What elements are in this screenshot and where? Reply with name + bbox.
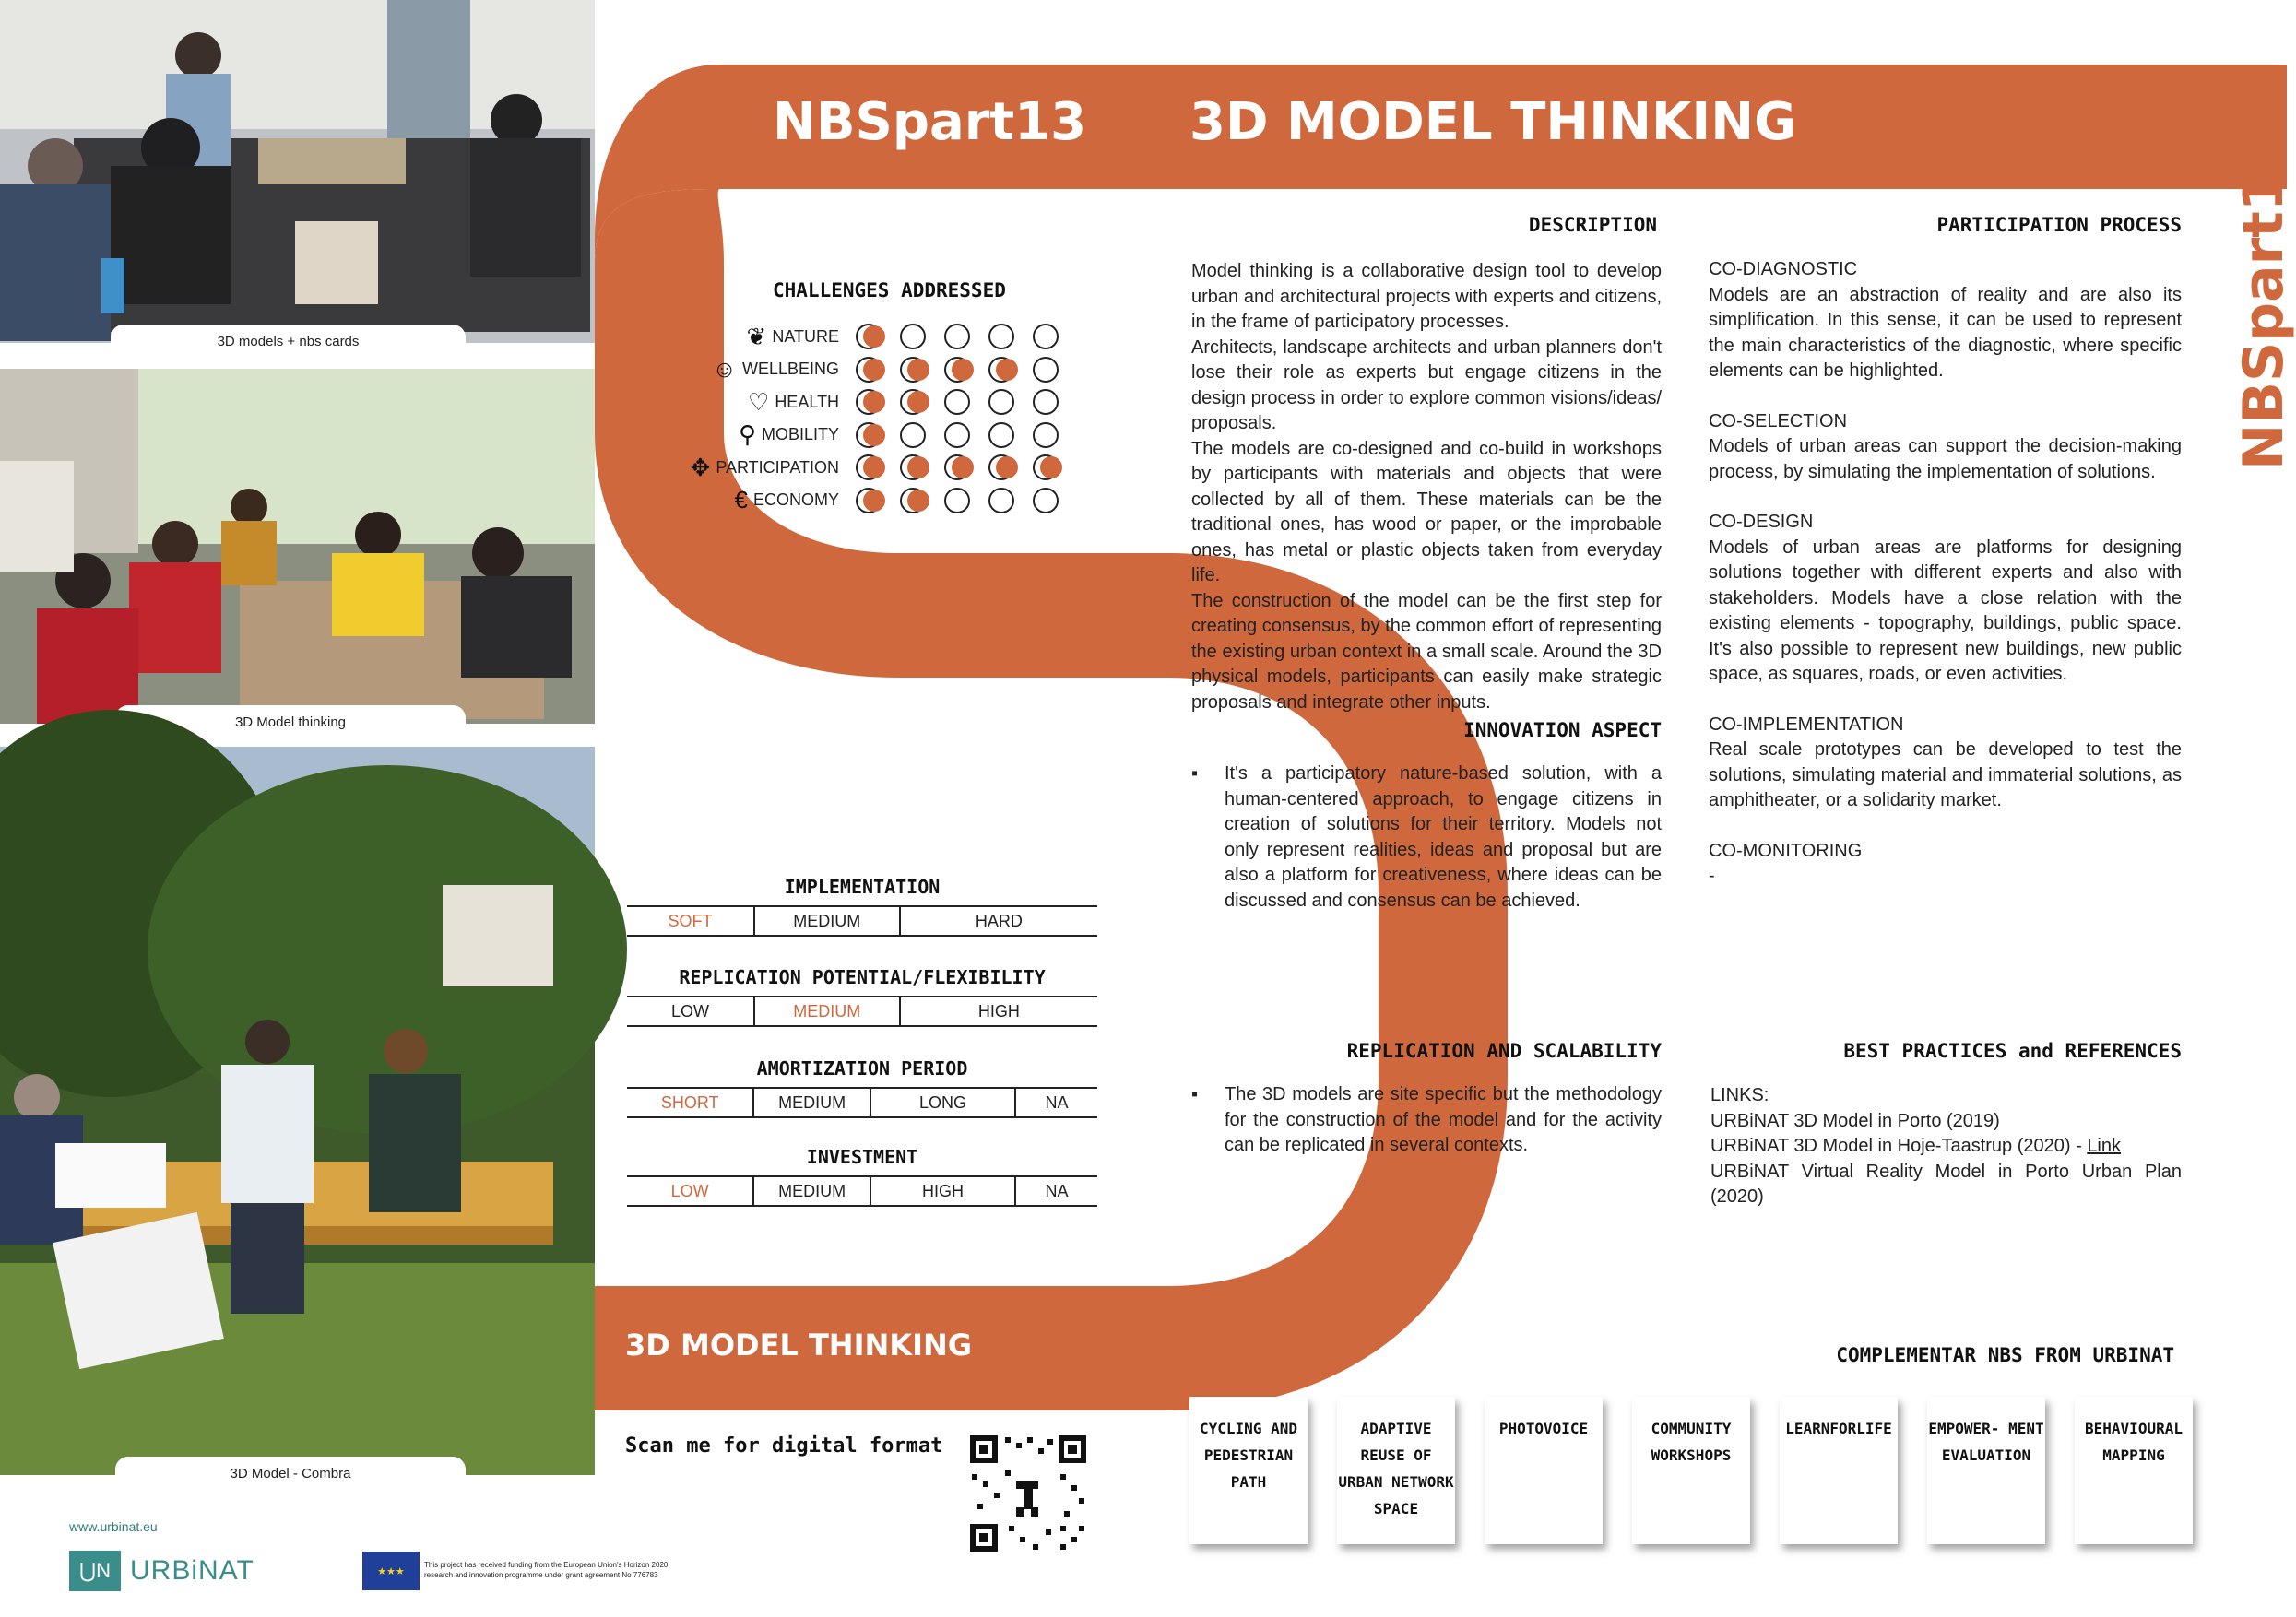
photo-caption: 3D models + nbs cards (111, 325, 466, 358)
side-code-title: NBSpart13 (2231, 134, 2296, 470)
participation-item-title: CO-IMPLEMENTATION (1709, 714, 1904, 735)
challenge-row (735, 487, 839, 514)
best-practices-heading: BEST PRACTICES and REFERENCES (1843, 1040, 2182, 1062)
scale-table-replication (627, 996, 1097, 1027)
reference-line: URBiNAT 3D Model in Porto (2019) (1710, 1110, 2000, 1131)
urbinat-logo-mark: ⋃N (69, 1551, 121, 1591)
rating-dot-filled (856, 488, 882, 513)
scale-table-implementation (627, 905, 1097, 937)
challenge-row (691, 454, 839, 481)
complementary-heading: COMPLEMENTAR NBS FROM URBINAT (1836, 1344, 2174, 1366)
nbs-card[interactable]: BEHAVIOURAL MAPPING (2075, 1397, 2193, 1544)
challenge-row (739, 421, 839, 449)
description-text: Model thinking is a collaborative design tool to develop urban and architectural projects with experts and citizens, in the frame of participatory processes. Architects, landscape architects and urban planners don't lose their role as experts but engage citizens in the design process in order to explore common visions/ideas/ proposals. The models are co-designed and co-build in workshops by participants with materials and objects that were collected by all of them. These materials can be the traditional ones, has wood or paper, or the improbable ones, has metal or plastic objects taken from everyday life. The construction of the model can be the first step for creating consensus, by the common effort of representing the existing urban context in a small scale. Around the 3D physical models, participants can easily make strategic proposals and integrate other inputs. (1191, 261, 1662, 713)
photo-outdoor-model (0, 747, 595, 1481)
nbs-card[interactable]: EMPOWER- MENT EVALUATION (1927, 1397, 2045, 1544)
eu-funding-line2: research and innovation programme under grant agreement No 776783 (424, 1571, 658, 1579)
innovation-bullet-marker: ▪ (1191, 763, 1199, 784)
challenge-row (748, 388, 839, 416)
challenge-rating (856, 422, 1077, 448)
challenge-label: WELLBEING (741, 360, 839, 378)
participation-item (1709, 257, 2182, 384)
rating-dot-empty (944, 324, 970, 349)
scale-option: SOFT (627, 907, 755, 935)
scale-option: HIGH (871, 1177, 1016, 1205)
participation-item-title: CO-MONITORING (1709, 840, 1863, 861)
scale-title-investment: INVESTMENT (806, 1146, 918, 1168)
photo-caption: 3D Model - Combra (115, 1457, 466, 1490)
bicycle-icon: ⚲ (738, 420, 756, 448)
scale-option: LOW (627, 1177, 754, 1205)
puzzle-icon: ✥ (690, 453, 711, 481)
reference-line-text: URBiNAT 3D Model in Hoje-Taastrup (2020) - (1710, 1136, 2088, 1156)
innovation-heading: INNOVATION ASPECT (1463, 719, 1662, 741)
rating-dot-empty (900, 324, 926, 349)
challenge-label: ECONOMY (752, 490, 839, 509)
replication-text: The 3D models are site specific but the methodology for the construction of the model and for the activity can be replicated in several contexts. (1225, 1084, 1662, 1155)
rating-dot-filled (988, 454, 1014, 480)
challenge-label: MOBILITY (761, 425, 839, 443)
challenge-rating (856, 357, 1077, 383)
challenge-label: NATURE (772, 326, 839, 346)
rating-dot-empty (988, 389, 1014, 415)
rating-dot-filled (900, 357, 926, 383)
replication-heading: REPLICATION AND SCALABILITY (1346, 1040, 1662, 1062)
challenge-rating (856, 454, 1077, 480)
reference-line: URBiNAT Virtual Reality Model in Porto Urban Plan (2020) (1710, 1161, 2182, 1207)
links-label: LINKS: (1710, 1085, 1769, 1105)
challenge-label: PARTICIPATION (716, 457, 839, 477)
rating-dot-filled (856, 422, 882, 448)
scale-option: MEDIUM (755, 997, 901, 1025)
scale-option: MEDIUM (754, 1089, 871, 1116)
rating-dot-empty (900, 422, 926, 448)
eu-funding-line1: This project has received funding from the European Union's Horizon 2020 (424, 1561, 669, 1569)
participation-item-text: - (1709, 866, 1715, 886)
rating-dot-empty (1033, 488, 1059, 513)
participation-item (1709, 510, 2182, 688)
nbs-card[interactable]: ADAPTIVE REUSE OF URBAN NETWORK SPACE (1337, 1397, 1455, 1544)
participation-item (1709, 839, 2182, 890)
scale-option: LOW (627, 997, 755, 1025)
rating-dot-filled (856, 357, 882, 383)
scale-option: LONG (871, 1089, 1016, 1116)
urbinat-logo-text: URBiNAT (130, 1555, 254, 1586)
participation-item-text: Models are an abstraction of reality and are also its simplification. In this sense, it can be used to represent the main characteristics of the diagnostic, where specific elements can be highlighted. (1709, 284, 2182, 381)
rating-dot-empty (1033, 422, 1059, 448)
scale-option: MEDIUM (755, 907, 901, 935)
rating-dot-empty (988, 488, 1014, 513)
rating-dot-empty (1033, 389, 1059, 415)
participation-item-title: CO-DIAGNOSTIC (1709, 259, 1858, 279)
photo-workshop-table (0, 0, 595, 349)
rating-dot-empty (944, 389, 970, 415)
scale-title-implementation: IMPLEMENTATION (784, 876, 941, 898)
reference-link[interactable]: Link (2087, 1136, 2122, 1156)
description-heading: DESCRIPTION (1528, 214, 1657, 236)
scale-title-amortization: AMORTIZATION PERIOD (756, 1057, 968, 1080)
smiley-icon: ☺ (712, 355, 737, 383)
nbs-card[interactable]: COMMUNITY WORKSHOPS (1632, 1397, 1750, 1544)
scale-option: NA (1045, 1181, 1069, 1200)
eu-flag-icon: ★★★ (362, 1552, 420, 1590)
replication-bullet-marker: ▪ (1191, 1084, 1199, 1104)
page-title: 3D MODEL THINKING (1189, 92, 1797, 152)
challenge-row (747, 323, 839, 350)
scale-option: HARD (975, 911, 1023, 930)
rating-dot-filled (900, 454, 926, 480)
leaf-icon: ❦ (746, 322, 767, 350)
rating-dot-empty (1033, 357, 1059, 383)
euro-icon: € (734, 486, 748, 513)
participation-item (1709, 409, 2182, 486)
participation-item-title: CO-DESIGN (1709, 512, 1814, 532)
scan-label: Scan me for digital format (625, 1434, 943, 1458)
rating-dot-filled (856, 389, 882, 415)
rating-dot-empty (1033, 324, 1059, 349)
challenge-rating (856, 324, 1077, 349)
scale-table-investment (627, 1175, 1097, 1207)
photo-children-workshop (0, 369, 595, 730)
scale-option: HIGH (977, 1001, 1020, 1021)
nbs-card[interactable]: CYCLING AND PEDESTRIAN PATH (1189, 1397, 1308, 1544)
nbs-card[interactable]: LEARNFORLIFE (1780, 1397, 1898, 1544)
rating-dot-filled (856, 324, 882, 349)
qr-code-icon[interactable] (968, 1434, 1088, 1553)
rating-dot-filled (944, 357, 970, 383)
rating-dot-empty (944, 422, 970, 448)
challenge-rating (856, 389, 1077, 415)
challenge-row (712, 356, 839, 384)
urbinat-logo (69, 1551, 254, 1591)
participation-item-text: Models of urban areas are platforms for designing solutions together with different experts and also with stakeholders. Models have a close relation with the existing elements - topography, buildings, public space. It's also possible to represent new buildings, new public space, as squares, roads, or even activities. (1709, 537, 2182, 684)
scale-title-replication: REPLICATION POTENTIAL/FLEXIBILITY (679, 966, 1046, 988)
nbs-code-title: NBSpart13 (773, 92, 1087, 152)
rating-dot-filled (856, 454, 882, 480)
scale-option: MEDIUM (754, 1177, 871, 1205)
best-practices-links (1710, 1083, 2182, 1210)
rating-dot-filled (944, 454, 970, 480)
participation-list (1709, 257, 2182, 890)
scale-option: SHORT (627, 1089, 754, 1116)
innovation-text: It's a participatory nature-based solution, with a human-centered approach, to engage citizens in creation of solutions for their territory. Models not only represent realities, ideas and proposal but are also a platform for creativeness, where ideas can be discussed and consensus can be achieved. (1225, 763, 1662, 911)
participation-item-text: Models of urban areas can support the decision-making process, by simulating the implementation of solutions. (1709, 436, 2182, 482)
challenge-rating (856, 488, 1077, 513)
rating-dot-empty (944, 488, 970, 513)
challenge-label: HEALTH (775, 392, 839, 411)
participation-heading: PARTICIPATION PROCESS (1936, 214, 2182, 236)
reference-line-with-link (1710, 1134, 2182, 1160)
challenges-heading: CHALLENGES ADDRESSED (773, 279, 1006, 301)
scale-table-amortization (627, 1087, 1097, 1118)
rating-dot-empty (988, 324, 1014, 349)
rating-dot-filled (988, 357, 1014, 383)
photo-caption: 3D Model thinking (115, 705, 466, 738)
eu-funding-text (424, 1560, 668, 1580)
participation-item-text: Real scale prototypes can be developed to test the solutions, simulating material and immaterial solutions, as amphitheater, or a solidarity market. (1709, 739, 2182, 810)
footer-title: 3D MODEL THINKING (625, 1328, 973, 1363)
scale-option: NA (1045, 1092, 1069, 1112)
rating-dot-filled (900, 389, 926, 415)
rating-dot-filled (900, 488, 926, 513)
participation-item-title: CO-SELECTION (1709, 410, 1848, 431)
rating-dot-empty (988, 422, 1014, 448)
nbs-card[interactable]: PHOTOVOICE (1485, 1397, 1603, 1544)
participation-item (1709, 713, 2182, 814)
website-url[interactable]: www.urbinat.eu (69, 1519, 158, 1534)
heartbeat-icon: ♡ (748, 387, 770, 416)
rating-dot-filled (1033, 454, 1059, 480)
